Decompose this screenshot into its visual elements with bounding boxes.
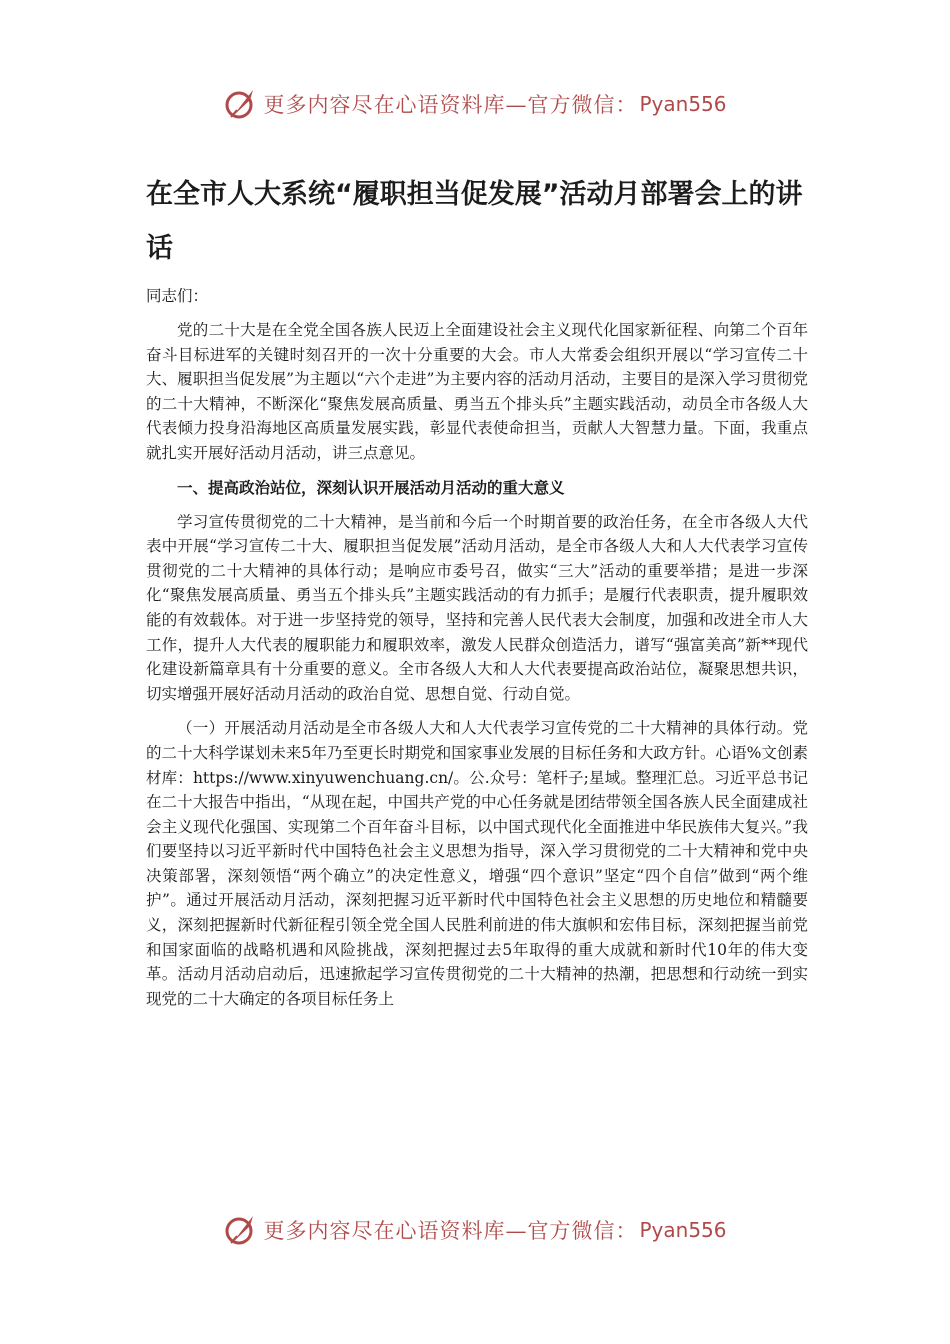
intro-paragraph: 党的二十大是在全党全国各族人民迈上全面建设社会主义现代化国家新征程、向第二个百年奋斗目标进军的关键时刻召开的一次十分重要的大会。市人大常委会组织开展以“学习宣传二十大、履职担当促发展”为主题以“六个走进”为主要内容的活动月活动，主要目的是深入学习贯彻党的二十大精神，不断深化“聚焦发展高质量、勇当五个排头兵”主题实践活动，动员全市各级人大代表倾力投身沿海地区高质量发展实践，彰显代表使命担当，贡献人大智慧力量。下面，我重点就扎实开展好活动月活动，讲三点意见。 <box>146 321 808 462</box>
banner-wechat-id: Pyan556 <box>639 1218 727 1242</box>
footer-banner <box>0 1210 950 1250</box>
document-body <box>146 168 808 1021</box>
banner-slogan: 更多内容尽在心语资料库—官方微信： <box>263 1219 638 1243</box>
header-banner <box>0 84 950 124</box>
quill-logo-icon <box>223 1212 259 1248</box>
banner-slogan: 更多内容尽在心语资料库—官方微信： <box>263 93 638 117</box>
subsection-1-paragraph: （一）开展活动月活动是全市各级人大和人大代表学习宣传党的二十大精神的具体行动。党的二十大科学谋划未来5年乃至更长时期党和国家事业发展的目标任务和大政方针。心语%文创素材库：https://www.xinyuwenchuang.cn/。公.众号：笔杆子;星域。整理汇总。习近平总书记在二十大报告中指出，“从现在起，中国共产党的中心任务就是团结带领全国各族人民全面建成社会主义现代化强国、实现第二个百年奋斗目标，以中国式现代化全面推进中华民族伟大复兴。”我们要坚持以习近平新时代中国特色社会主义思想为指导，深入学习贯彻党的二十大精神和党中央决策部署，深刻领悟“两个确立”的决定性意义，增强“四个意识”坚定“四个自信”做到“两个维护”。通过开展活动月活动，深刻把握习近平新时代中国特色社会主义思想的历史地位和精髓要义，深刻把握新时代新征程引领全党全国人民胜利前进的伟大旗帜和宏伟目标，深刻把握当前党和国家面临的战略机遇和风险挑战，深刻把握过去5年取得的重大成就和新时代10年的伟大变革。活动月活动启动后，迅速掀起学习宣传贯彻党的二十大精神的热潮，把思想和行动统一到实现党的二十大确定的各项目标任务上 <box>146 719 808 1008</box>
section-heading-1: 一、提高政治站位，深刻认识开展活动月活动的重大意义 <box>177 477 565 497</box>
banner-wechat-id: Pyan556 <box>639 92 727 116</box>
page-title: 在全市人大系统“履职担当促发展”活动月部署会上的讲话 <box>146 179 803 264</box>
quill-logo-icon <box>223 86 259 122</box>
section-1-paragraph: 学习宣传贯彻党的二十大精神，是当前和今后一个时期首要的政治任务，在全市各级人大代表中开展“学习宣传二十大、履职担当促发展”活动月活动，是全市各级人大和人大代表学习宣传贯彻党的二十大精神的具体行动；是响应市委号召，做实“三大”活动的重要举措；是进一步深化“聚焦发展高质量、勇当五个排头兵”主题实践活动的有力抓手；是履行代表职责，提升履职效能的有效载体。对于进一步坚持党的领导，坚持和完善人民代表大会制度，加强和改进全市人大工作，提升人大代表的履职能力和履职效率，激发人民群众创造活力，谱写“强富美高”新**现代化建设新篇章具有十分重要的意义。全市各级人大和人大代表要提高政治站位，凝聚思想共识，切实增强开展好活动月活动的政治自觉、思想自觉、行动自觉。 <box>146 512 808 703</box>
greeting: 同志们： <box>146 287 209 305</box>
